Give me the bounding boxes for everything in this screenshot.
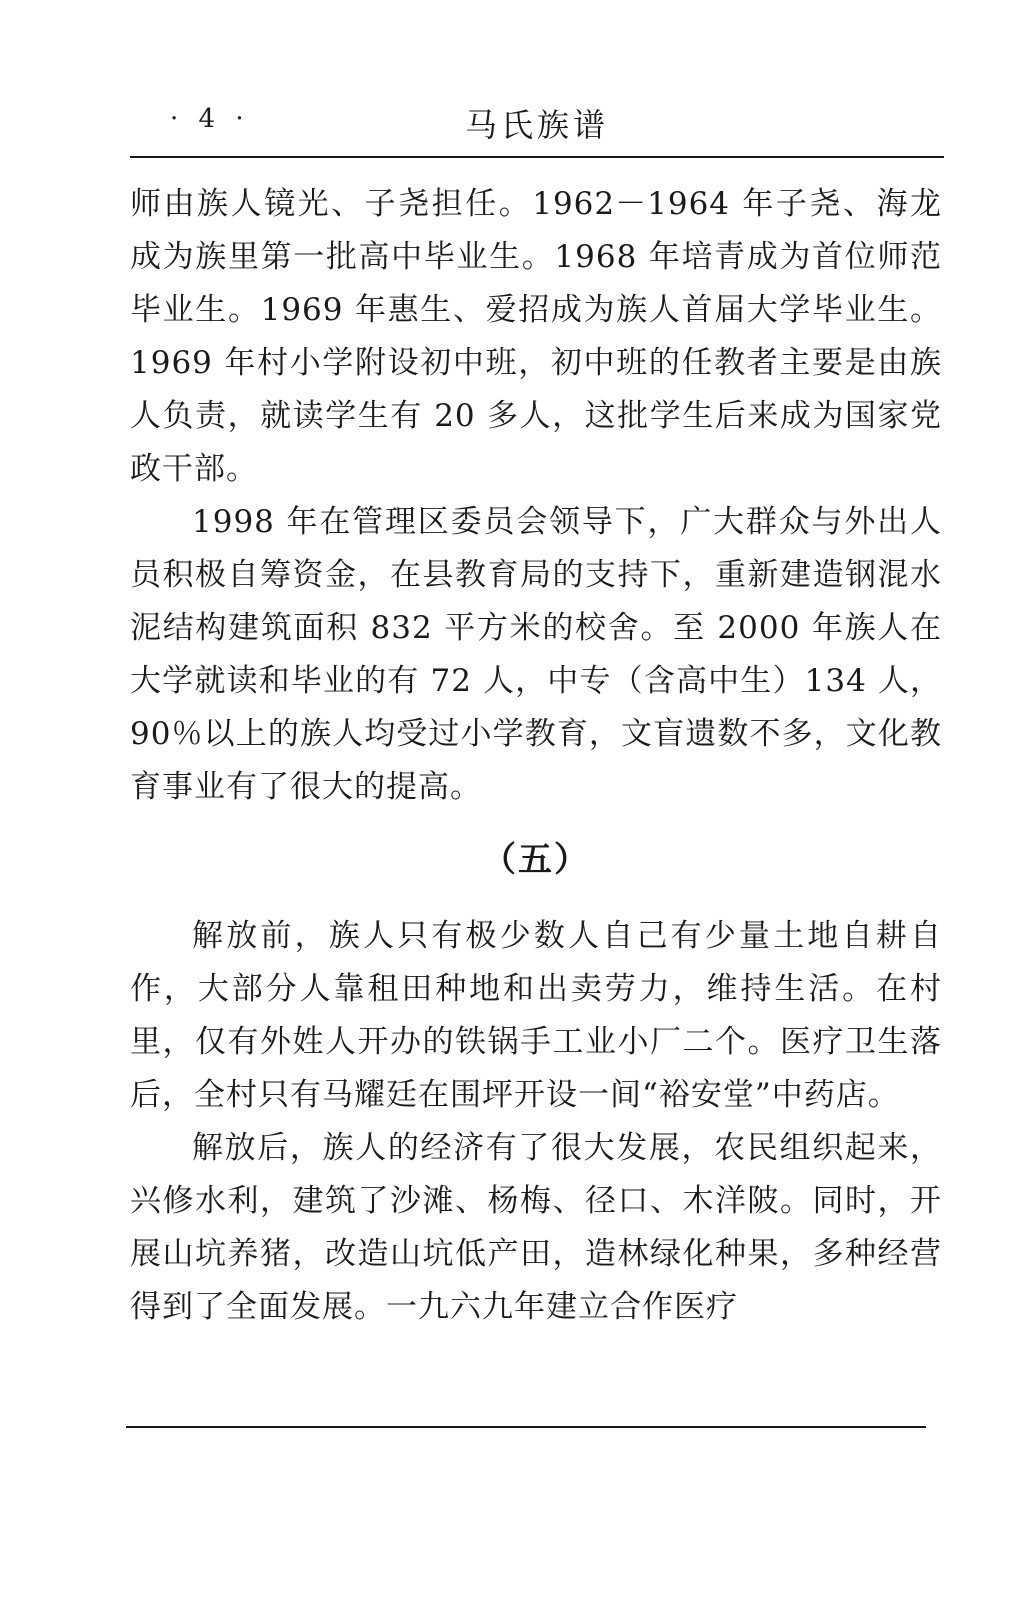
page-number: · 4 ·	[170, 104, 250, 134]
page-header	[130, 100, 944, 152]
paragraph: 解放后，族人的经济有了很大发展，农民组织起来，兴修水利，建筑了沙滩、杨梅、径口、木洋陂。同时，开展山坑养猪，改造山坑低产田，造林绿化种果，多种经营得到了全面发展。一九六九年建立合作医疗	[130, 1130, 942, 1325]
body-text	[130, 178, 942, 1334]
running-title: 马氏族谱	[464, 106, 609, 144]
header-divider	[130, 156, 944, 158]
paragraph: 解放前，族人只有极少数人自己有少量土地自耕自作，大部分人靠租田种地和出卖劳力，维持生活。在村里，仅有外姓人开办的铁锅手工业小厂二个。医疗卫生落后，全村只有马耀廷在围坪开设一间“裕安堂”中药店。	[130, 918, 942, 1113]
paragraph-continued: 师由族人镜光、子尧担任。1962－1964 年子尧、海龙成为族里第一批高中毕业生。1968 年培青成为首位师范毕业生。1969 年惠生、爱招成为族人首届大学毕业生。1969 年村小学附设初中班，初中班的任教者主要是由族人负责，就读学生有 20 多人，这批学生后来成为国家党政干部。	[130, 186, 942, 487]
section-heading: （五）	[482, 840, 590, 880]
paragraph: 1998 年在管理区委员会领导下，广大群众与外出人员积极自筹资金，在县教育局的支持下，重新建造钢混水泥结构建筑面积 832 平方米的校舍。至 2000 年族人在大学就读和毕业的有 72 人，中专（含高中生）134 人，90％以上的族人均受过小学教育，文盲遗数不多，文化教育事业有了很大的提高。	[130, 504, 942, 805]
footer-divider	[126, 1426, 926, 1428]
